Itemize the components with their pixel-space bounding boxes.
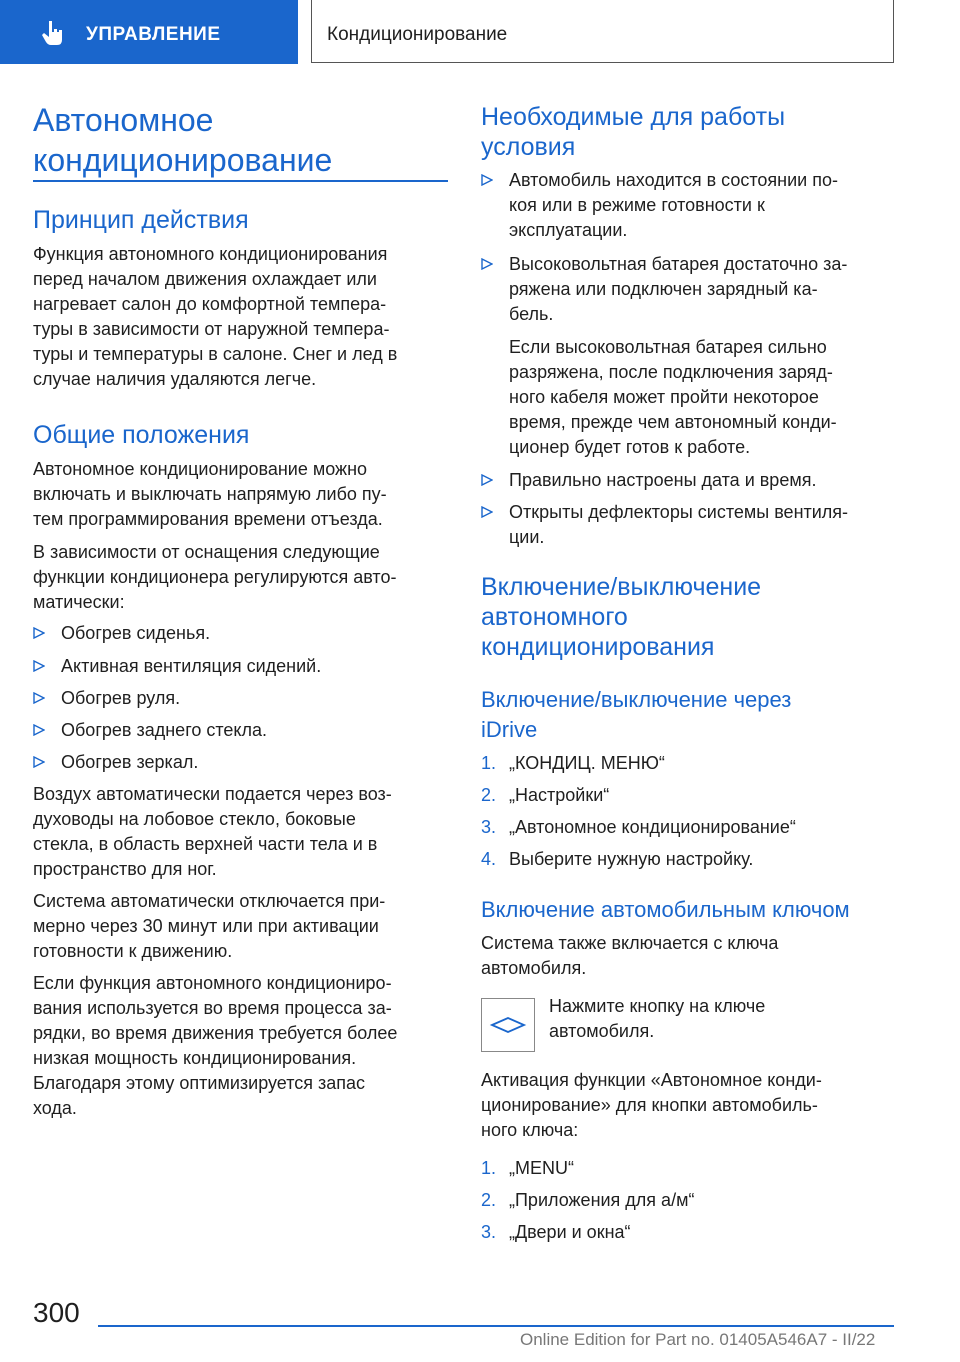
triangle-bullet-icon	[33, 692, 45, 704]
page-number: 300	[33, 1297, 80, 1328]
general-heading: Общие положения	[33, 421, 250, 449]
conditions-heading: Необходимые для работы условия	[481, 103, 786, 161]
chapter-label: Кондиционирование	[327, 24, 508, 45]
triangle-bullet-icon	[481, 258, 493, 270]
idrive-heading: Включение/выключение через iDrive	[481, 687, 792, 742]
general-text-5: Если функция автономного кондициониро- вания используется во время процесса за- рядки, во время движения требуется более низкая мощность кондиционирования. Благодаря этому оптимизируется запас хода.	[33, 973, 398, 1118]
chapter-box	[311, 0, 894, 63]
section-tab	[0, 0, 298, 64]
triangle-bullet-icon	[33, 724, 45, 736]
general-text-1: Автономное кондиционирование можно включать и выключать напрямую либо пу- тем программирования времени отъезда.	[33, 459, 387, 529]
general-text-3: Воздух автоматически подается через воз- духоводы на лобовое стекло, боковые стекла, в область верхней части тела и в пространство для ног.	[33, 784, 392, 879]
hand-pointer-icon	[38, 18, 68, 48]
section-label: УПРАВЛЕНИЕ	[86, 24, 221, 45]
key-text-2: Активация функции «Автономное конди- ционирование» для кнопки автомобиль- ного ключа:	[481, 1070, 822, 1140]
triangle-bullet-icon	[33, 756, 45, 768]
key-note: Нажмите кнопку на ключе автомобиля.	[549, 996, 766, 1041]
triangle-bullet-icon	[481, 474, 493, 486]
principle-heading: Принцип действия	[33, 206, 249, 234]
key-text: Система также включается с ключа автомобиля.	[481, 933, 779, 978]
triangle-bullet-icon	[481, 506, 493, 518]
page-title: Автономное кондиционирование	[33, 102, 333, 178]
triangle-bullet-icon	[481, 174, 493, 186]
principle-text: Функция автономного кондиционирования перед началом движения охлаждает или нагревает салон до комфортной темпера- туры в зависимости от наружной темпера- туры и температуры в салоне. Снег и лед в случае наличия удаляются легче.	[33, 244, 398, 389]
battery-note: Если высоковольтная батарея сильно разряжена, после подключения заряд- ного кабеля может пройти некоторое время, прежде чем автономный конди- ционер будет готов к работе.	[509, 337, 837, 457]
edition-note: Online Edition for Part no. 01405A546A7 - II/22	[520, 1330, 876, 1349]
triangle-bullet-icon	[33, 627, 45, 639]
key-heading: Включение автомобильным ключом	[481, 897, 850, 922]
triangle-bullet-icon	[33, 660, 45, 672]
general-text-4: Система автоматически отключается при- мерно через 30 минут или при активации готовности к движению.	[33, 891, 386, 961]
general-text-2: В зависимости от оснащения следующие функции кондиционера регулируются авто- матически:	[33, 542, 397, 612]
onoff-heading: Включение/выключение автономного кондиционирования	[481, 573, 762, 661]
footer-divider	[98, 1325, 894, 1327]
car-key-button-icon	[482, 999, 534, 1051]
key-button-icon-frame	[481, 998, 535, 1052]
title-divider	[33, 180, 448, 182]
